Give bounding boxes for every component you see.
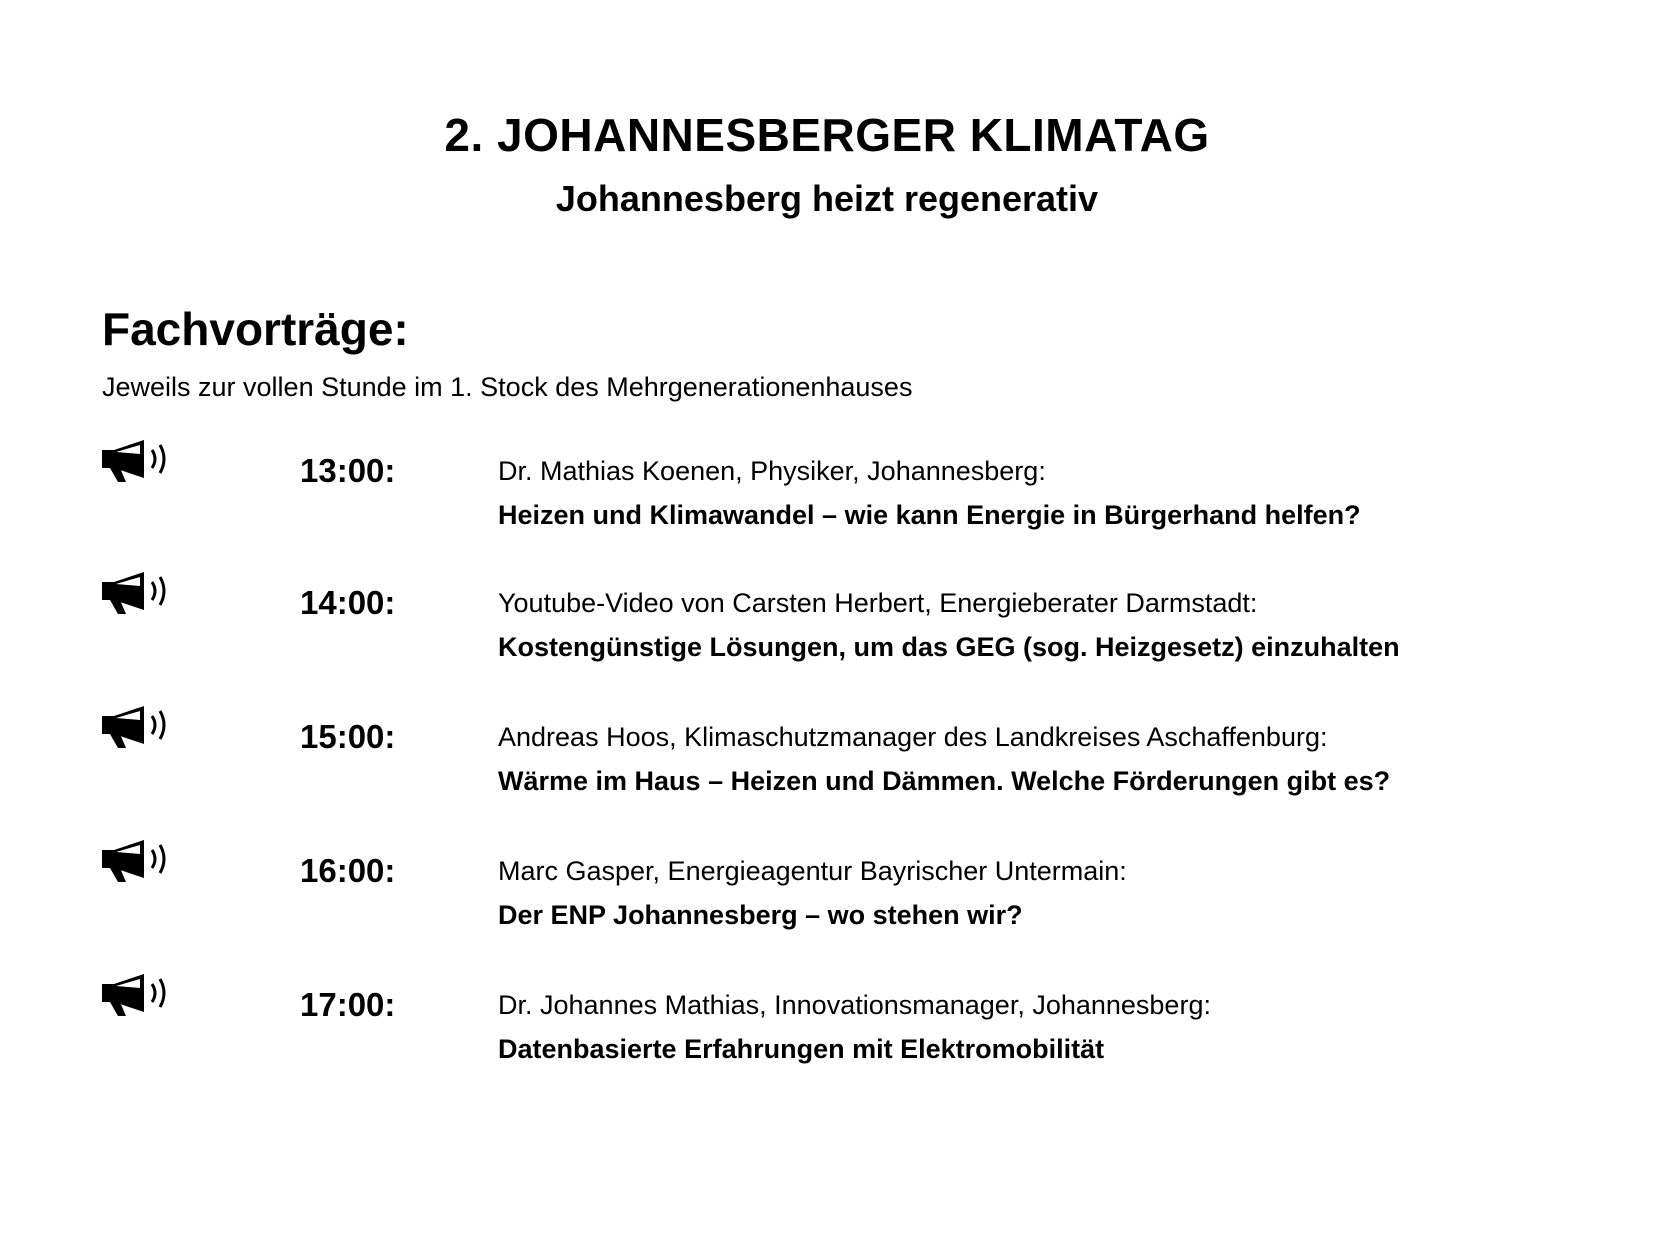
talk-item <box>0 838 1654 948</box>
page-subtitle: Johannesberg heizt regenerativ <box>555 178 1099 219</box>
talk-speaker: Youtube-Video von Carsten Herbert, Energieberater Darmstadt: <box>498 588 1258 618</box>
talk-item <box>0 570 1654 680</box>
talk-item <box>0 704 1654 814</box>
talk-time: 13:00: <box>300 452 396 489</box>
talk-speaker: Dr. Mathias Koenen, Physiker, Johannesberg: <box>498 456 1046 486</box>
talk-topic: Heizen und Klimawandel – wie kann Energie in Bürgerhand helfen? <box>498 500 1361 530</box>
talk-time: 16:00: <box>300 852 396 889</box>
talk-topic: Der ENP Johannesberg – wo stehen wir? <box>498 900 1023 930</box>
talk-speaker: Dr. Johannes Mathias, Innovationsmanager, Johannesberg: <box>498 990 1211 1020</box>
talk-item <box>0 438 1654 548</box>
talk-item <box>0 972 1654 1082</box>
megaphone-icon <box>100 570 172 616</box>
talk-time: 15:00: <box>300 718 396 755</box>
talk-speaker: Marc Gasper, Energieagentur Bayrischer Untermain: <box>498 856 1127 886</box>
talk-speaker: Andreas Hoos, Klimaschutzmanager des Landkreises Aschaffenburg: <box>498 722 1328 752</box>
section-heading: Fachvorträge: <box>102 303 409 355</box>
section-note: Jeweils zur vollen Stunde im 1. Stock des Mehrgenerationenhauses <box>102 372 913 402</box>
talk-topic: Datenbasierte Erfahrungen mit Elektromobilität <box>498 1034 1105 1064</box>
megaphone-icon <box>100 838 172 884</box>
megaphone-icon <box>100 438 172 484</box>
talk-time: 14:00: <box>300 584 396 621</box>
talk-topic: Wärme im Haus – Heizen und Dämmen. Welche Förderungen gibt es? <box>498 766 1391 796</box>
talk-topic: Kostengünstige Lösungen, um das GEG (sog. Heizgesetz) einzuhalten <box>498 632 1400 662</box>
talk-time: 17:00: <box>300 986 396 1023</box>
megaphone-icon <box>100 972 172 1018</box>
megaphone-icon <box>100 704 172 750</box>
page-title: 2. JOHANNESBERGER KLIMATAG <box>444 109 1210 161</box>
